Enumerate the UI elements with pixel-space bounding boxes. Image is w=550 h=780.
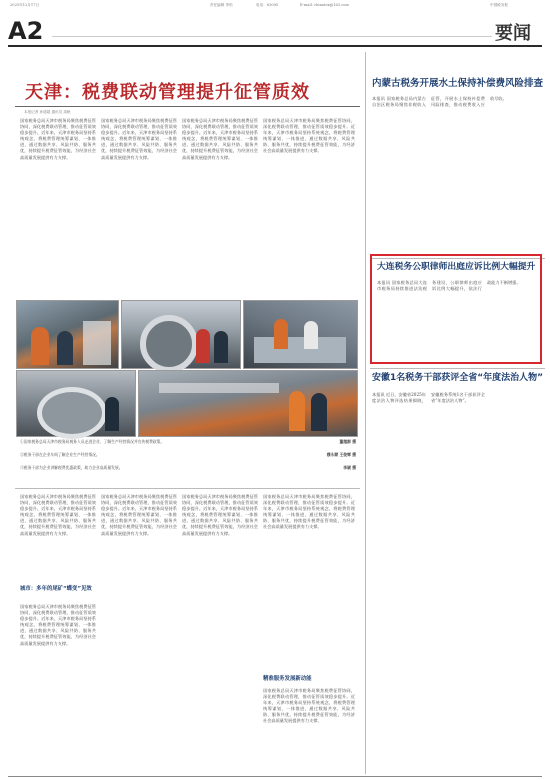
side-2-divider <box>370 368 545 369</box>
header-phone: 电话：63095 <box>256 3 279 7</box>
caption-divider <box>15 488 360 489</box>
side-1-title: 内蒙古税务开展水土保持补偿费风险排查 <box>372 78 544 89</box>
caption-1-credit: 董越群 摄 <box>339 439 356 444</box>
side-2-title: 大连税务公职律师出庭应诉比例大幅提升 <box>377 262 536 272</box>
header-date: 2025年12月17日 <box>10 3 40 7</box>
header-band <box>52 20 492 37</box>
side-2-body: 本报讯 国家税务总局大连市税务局持续推进法治税务建设，公职律师出庭应诉比例大幅提升，依法行政能力不断增强。 <box>377 280 521 292</box>
photo-3 <box>243 300 358 369</box>
main-lower-col-1b: 国家税务总局天津市税务局聚焦税费征管协同，深化税费联动管理，推动征管质效稳步提升。近年来，天津市税务局坚持系统观念，将税费管理统筹谋划、一体推进，通过数据共享、风险共防、服务共优，持续提升税费征管效能，为经济社会高质量发展提供有力支撑。 <box>20 604 96 646</box>
caption-2 <box>20 452 356 458</box>
header-site: 中国税务报 <box>490 3 508 7</box>
header-editor: 责任编辑 李松 <box>210 3 233 7</box>
main-lower-col-3: 国家税务总局天津市税务局聚焦税费征管协同，深化税费联动管理，推动征管质效稳步提升。近年来，天津市税务局坚持系统观念，将税费管理统筹谋划、一体推进，通过数据共享、风险共防、服务共优，持续提升税费征管效能，为经济社会高质量发展提供有力支撑。 <box>182 494 258 536</box>
main-body-col-2: 国家税务总局天津市税务局聚焦税费征管协同，深化税费联动管理，推动征管质效稳步提升。近年来，天津市税务局坚持系统观念，将税费管理统筹谋划、一体推进，通过数据共享、风险共防、服务共优，持续提升税费征管效能，为经济社会高质量发展提供有力支撑。 <box>101 118 177 160</box>
main-body-col-3: 国家税务总局天津市税务局聚焦税费征管协同，深化税费联动管理，推动征管质效稳步提升。近年来，天津市税务局坚持系统观念，将税费管理统筹谋划、一体推进，通过数据共享、风险共防、服务共优，持续提升税费征管效能，为经济社会高质量发展提供有力支撑。 <box>182 118 258 160</box>
main-headline: 天津：税费联动管理提升征管质效 <box>25 82 310 103</box>
photo-4 <box>16 370 136 437</box>
main-lower-col-1: 国家税务总局天津市税务局聚焦税费征管协同，深化税费联动管理，推动征管质效稳步提升。近年来，天津市税务局坚持系统观念，将税费管理统筹谋划、一体推进，通过数据共享、风险共防、服务共优，持续提升税费征管效能，为经济社会高质量发展提供有力支撑。 <box>20 494 96 536</box>
page-number: A2 <box>8 17 44 45</box>
side-3-title: 安徽1名税务干部获评全省“年度法治人物” <box>372 373 544 383</box>
side-2-highlight-box <box>370 254 542 364</box>
caption-2-credit: 穆永顺 王俊辉 摄 <box>326 452 356 457</box>
caption-3 <box>20 465 356 471</box>
main-subhead-1: 城市：多年的尾矿“蝶变”见效 <box>20 586 92 592</box>
caption-1-text: ①国家税务总局天津市税务局税务人员走进企业，了解生产经营情况并宣传税费政策。 <box>20 439 165 444</box>
main-subhead-2: 精准服务发展新动能 <box>263 676 312 682</box>
photo-2 <box>121 300 241 369</box>
photo-5 <box>138 370 358 437</box>
header-rule <box>8 45 542 47</box>
photo-1 <box>16 300 119 369</box>
column-divider <box>365 52 366 774</box>
footer-rule <box>8 776 542 777</box>
main-lower-col-4: 国家税务总局天津市税务局聚焦税费征管协同，深化税费联动管理，推动征管质效稳步提升。近年来，天津市税务局坚持系统观念，将税费管理统筹谋划、一体推进，通过数据共享、风险共防、服务共优，持续提升税费征管效能，为经济社会高质量发展提供有力支撑。 <box>263 494 355 530</box>
side-3-body: 本报讯 近日，安徽省2025年度法治人物评选结果揭晓，安徽税务系统1名干部获评全省“年度法治人物”。 <box>372 392 485 404</box>
main-body-col-4: 国家税务总局天津市税务局聚焦税费征管协同，深化税费联动管理，推动征管质效稳步提升。近年来，天津市税务局坚持系统观念，将税费管理统筹谋划、一体推进，通过数据共享、风险共防、服务共优，持续提升税费征管效能，为经济社会高质量发展提供有力支撑。 <box>263 118 355 154</box>
main-byline: 本报记者 孙德超 通讯员 周帆 <box>24 110 71 114</box>
section-name: 要闻 <box>495 23 531 44</box>
headline-rule <box>15 106 360 107</box>
caption-3-text: ③税务干部为企业讲解税费优惠政策，助力企业高质量发展。 <box>20 465 123 470</box>
main-lower-col-4b: 国家税务总局天津市税务局聚焦税费征管协同，深化税费联动管理，推动征管质效稳步提升。近年来，天津市税务局坚持系统观念，将税费管理统筹谋划、一体推进，通过数据共享、风险共防、服务共优，持续提升税费征管效能，为经济社会高质量发展提供有力支撑。 <box>263 688 355 724</box>
main-body-col-1: 国家税务总局天津市税务局聚焦税费征管协同，深化税费联动管理，推动征管质效稳步提升。近年来，天津市税务局坚持系统观念，将税费管理统筹谋划、一体推进，通过数据共享、风险共防、服务共优，持续提升税费征管效能，为经济社会高质量发展提供有力支撑。 <box>20 118 96 160</box>
side-1-body: 本报讯 国家税务总局内蒙古自治区税务局聚焦非税收入征管，开展水土保持补偿费风险排查，推动税费收入应收尽收。 <box>372 96 507 108</box>
main-lower-col-2: 国家税务总局天津市税务局聚焦税费征管协同，深化税费联动管理，推动征管质效稳步提升。近年来，天津市税务局坚持系统观念，将税费管理统筹谋划、一体推进，通过数据共享、风险共防、服务共优，持续提升税费征管效能，为经济社会高质量发展提供有力支撑。 <box>101 494 177 536</box>
header-email: E-mail: chinatex@163.com <box>300 3 349 7</box>
caption-3-credit: 李颖 摄 <box>343 465 356 470</box>
caption-2-text: ②税务干部在企业车间了解企业生产经营情况。 <box>20 452 100 457</box>
caption-1 <box>20 439 356 445</box>
